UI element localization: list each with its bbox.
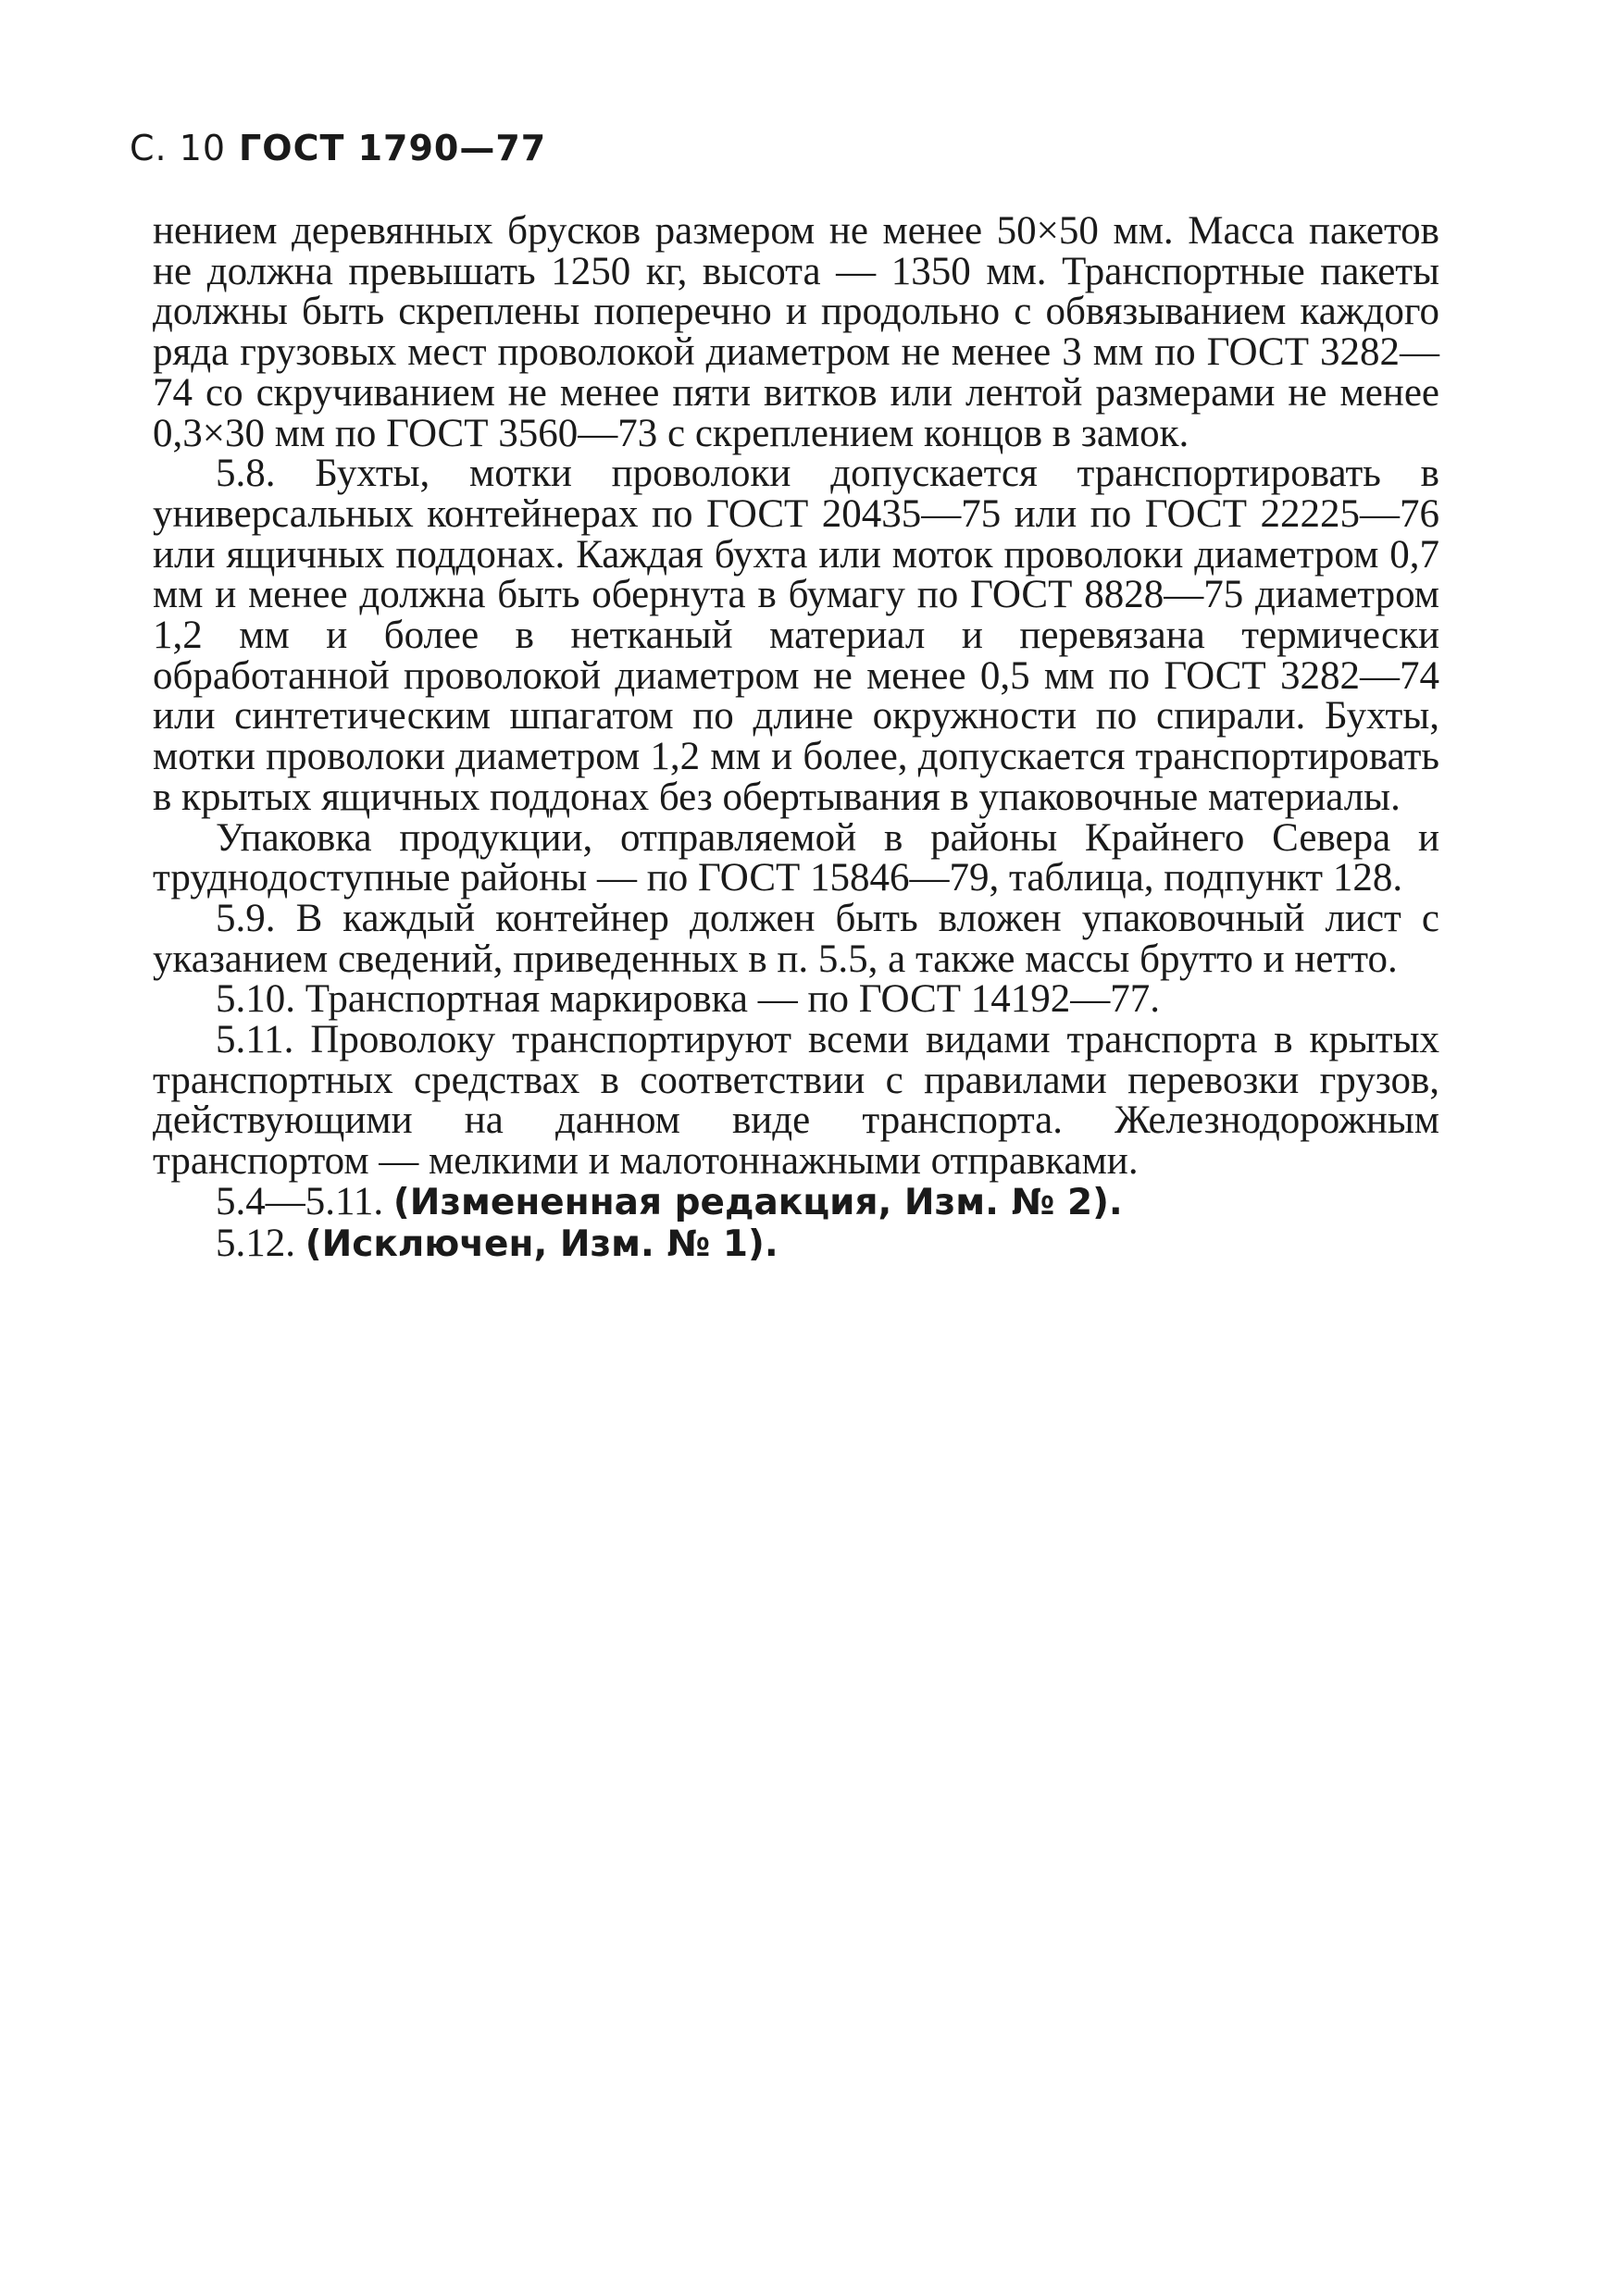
body-text: [153, 211, 1439, 1264]
standard-designation: ГОСТ 1790—77: [239, 128, 547, 168]
amendment-note-number: 5.12.: [216, 1221, 295, 1265]
amendment-note-text: (Исключен, Изм. № 1).: [305, 1222, 778, 1265]
running-header: [130, 128, 546, 168]
amendment-note-text: (Измененная редакция, Изм. № 2).: [392, 1181, 1123, 1223]
paragraph-continuation: нением деревянных брусков размером не менее 50×50 мм. Масса пакетов не должна превышать 1250 кг, высота — 1350 мм. Транспортные пакеты должны быть скреплены поперечно и продольно с обвязыванием каждого ряда грузовых мест проволокой диаметром не менее 3 мм по ГОСТ 3282—74 со скручиванием не менее пяти витков или лентой размерами не менее 0,3×30 мм по ГОСТ 3560—73 с скреплением концов в замок.: [153, 209, 1439, 455]
paragraph-5-8: 5.8. Бухты, мотки проволоки допускается транспортировать в универсальных контейнерах по ГОСТ 20435—75 или по ГОСТ 22225—76 или ящичных поддонах. Каждая бухта или моток проволоки диаметром 0,7 мм и менее должна быть обернута в бумагу по ГОСТ 8828—75 диаметром 1,2 мм и более в нетканый материал и перевязана термически обработанной проволокой диаметром не менее 0,5 мм по ГОСТ 3282—74 или синтетическим шпагатом по длине окружности по спирали. Бухты, мотки проволоки диаметром 1,2 мм и более, допускается транспортировать в крытых ящичных поддонах без обертывания в упаковочные материалы.: [153, 452, 1439, 819]
amendment-note-5-4-5-11: [153, 1179, 1439, 1223]
amendment-note-number: 5.4—5.11.: [216, 1179, 384, 1223]
amendment-note-5-12: [153, 1223, 1439, 1265]
page-number: С. 10: [130, 128, 227, 168]
paragraph-5-10: 5.10. Транспортная маркировка — по ГОСТ 14192—77.: [216, 977, 1161, 1022]
paragraph-packaging-north: Упаковка продукции, отправляемой в районы Крайнего Севера и труднодоступные районы — по ГОСТ 15846—79, таблица, подпункт 128.: [153, 815, 1439, 900]
paragraph-5-9: 5.9. В каждый контейнер должен быть вложен упаковочный лист с указанием сведений, приведенных в п. 5.5, а также массы брутто и нетто.: [153, 896, 1439, 981]
paragraph-5-11: 5.11. Проволоку транспортируют всеми видами транспорта в крытых транспортных средствах в соответствии с правилами перевозки грузов, действующими на данном виде транспорта. Железнодорожным транспортом — мелкими и малотоннажными отправками.: [153, 1018, 1439, 1184]
